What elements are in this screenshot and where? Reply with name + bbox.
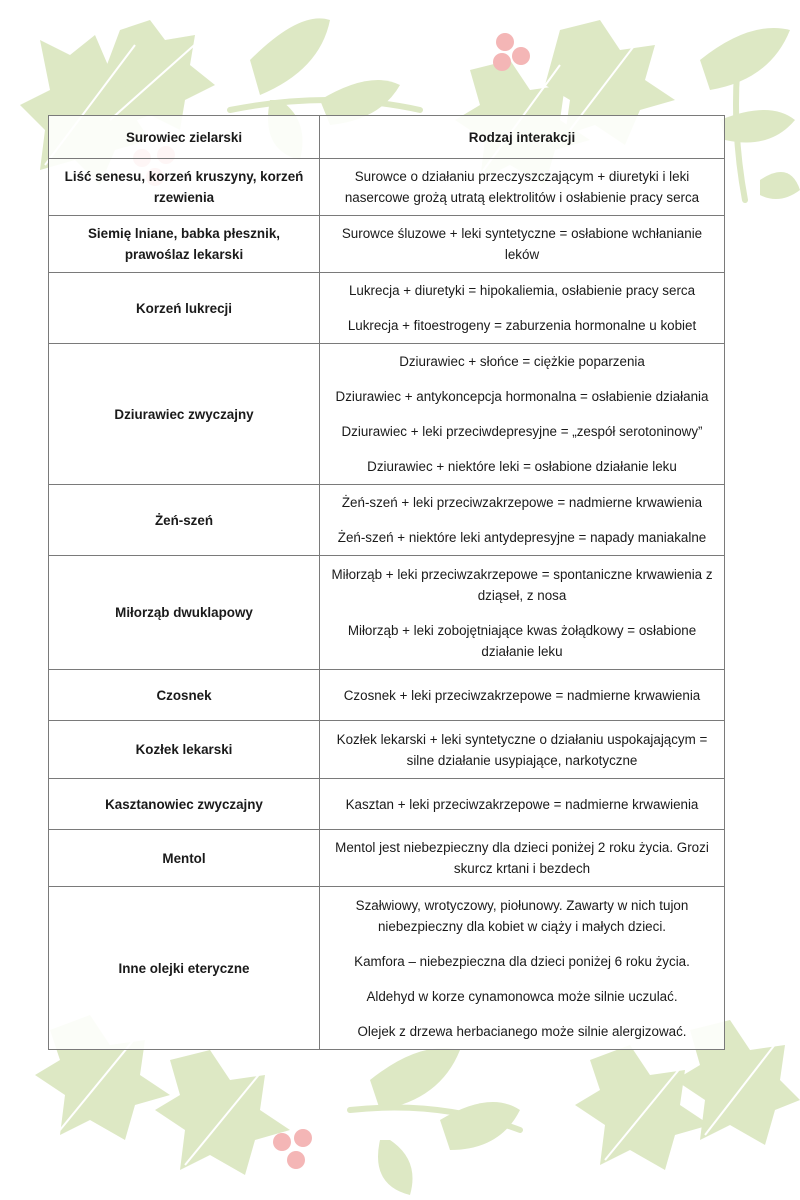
table-row (49, 670, 725, 721)
interaction-text: Żeń-szeń + niektóre leki antydepresyjne = napady maniakalne (337, 530, 707, 545)
herb-cell: Czosnek (49, 670, 320, 721)
holly-leaf (760, 172, 800, 199)
interaction-text: Olejek z drzewa herbacianego może silnie alergizować. (357, 1023, 687, 1039)
table-row (49, 159, 725, 216)
interaction-text: Miłorząb + leki przeciwzakrzepowe = spontaniczne krwawienia z dziąseł, z nosa (331, 566, 713, 603)
interaction-text: Lukrecja + fitoestrogeny = zaburzenia hormonalne u kobiet (347, 318, 697, 333)
holly-leaf (575, 1045, 710, 1170)
interaction-text: Dziurawiec + leki przeciwdepresyjne = „zespół serotoninowy” (341, 424, 703, 439)
interaction-cell (320, 830, 725, 887)
interaction-text: Dziurawiec + słońce = ciężkie poparzenia (399, 354, 645, 369)
interaction-cell (320, 159, 725, 216)
herb-cell: Żeń-szeń (49, 485, 320, 556)
holly-berry (496, 33, 514, 51)
table-row (49, 556, 725, 670)
holly-leaf (370, 1048, 460, 1110)
table-row (49, 273, 725, 344)
table-row (49, 216, 725, 273)
herb-cell: Dziurawiec zwyczajny (49, 344, 320, 485)
interaction-cell (320, 556, 725, 670)
interaction-cell (320, 216, 725, 273)
interaction-text: Czosnek + leki przeciwzakrzepowe = nadmierne krwawienia (343, 687, 701, 703)
interaction-cell (320, 344, 725, 485)
herb-cell: Korzeń lukrecji (49, 273, 320, 344)
interaction-cell (320, 670, 725, 721)
table-row (49, 779, 725, 830)
interaction-text: Szałwiowy, wrotyczowy, piołunowy. Zawarty w nich tujon niebezpieczny dla kobiet w ciąży i małych dzieci. (355, 897, 689, 934)
holly-berry (512, 47, 530, 65)
interaction-text: Dziurawiec + antykoncepcja hormonalna = osłabienie działania (335, 389, 709, 404)
holly-berry (294, 1129, 312, 1147)
interaction-cell (320, 721, 725, 779)
interaction-text: Dziurawiec + niektóre leki = osłabione działanie leku (367, 459, 677, 474)
interaction-text: Żeń-szeń + leki przeciwzakrzepowe = nadmierne krwawienia (341, 495, 703, 510)
interaction-cell (320, 485, 725, 556)
holly-leaf (250, 18, 330, 95)
holly-leaf (700, 28, 790, 90)
table-row (49, 344, 725, 485)
table-header-row (49, 116, 725, 159)
holly-berry (493, 53, 511, 71)
herb-cell: Liść senesu, korzeń kruszyny, korzeń rzewienia (49, 159, 320, 216)
table-row (49, 485, 725, 556)
interaction-cell (320, 779, 725, 830)
interaction-text: Mentol jest niebezpieczny dla dzieci poniżej 2 roku życia. Grozi skurcz krtani i bezdech (335, 840, 709, 876)
holly-leaf (155, 1050, 290, 1175)
holly-berry (287, 1151, 305, 1169)
interaction-cell (320, 887, 725, 1050)
interaction-text: Lukrecja + diuretyki = hipokaliemia, osłabienie pracy serca (348, 283, 696, 298)
herb-cell: Kasztanowiec zwyczajny (49, 779, 320, 830)
interaction-text: Kasztan + leki przeciwzakrzepowe = nadmierne krwawienia (345, 796, 699, 812)
table-row (49, 830, 725, 887)
herb-cell: Inne olejki eteryczne (49, 887, 320, 1050)
holly-leaf (378, 1140, 413, 1195)
header-interaction: Rodzaj interakcji (320, 116, 725, 159)
interaction-text: Miłorząb + leki zobojętniające kwas żołądkowy = osłabione działanie leku (347, 622, 697, 659)
herb-interactions-table (48, 115, 725, 1050)
interactions-sheet (48, 115, 724, 1050)
herb-cell: Mentol (49, 830, 320, 887)
herb-cell: Miłorząb dwuklapowy (49, 556, 320, 670)
interaction-text: Surowce o działaniu przeczyszczającym + diuretyki i leki nasercowe grożą utratą elektrolitów i osłabienie pracy serca (344, 169, 700, 205)
interaction-text: Aldehyd w korze cynamonowca może silnie uczulać. (366, 988, 678, 1004)
interaction-text: Surowce śluzowe + leki syntetyczne = osłabione wchłanianie leków (341, 226, 703, 262)
header-herb: Surowiec zielarski (49, 116, 320, 159)
herb-cell: Siemię lniane, babka płesznik, prawoślaz lekarski (49, 216, 320, 273)
holly-berry (273, 1133, 291, 1151)
herb-cell: Kozłek lekarski (49, 721, 320, 779)
interaction-cell (320, 273, 725, 344)
table-row (49, 721, 725, 779)
table-row (49, 887, 725, 1050)
holly-leaf (720, 110, 795, 143)
interaction-text: Kozłek lekarski + leki syntetyczne o działaniu uspokajającym = silne działanie usypiające, narkotyczne (336, 731, 708, 768)
interaction-text: Kamfora – niebezpieczna dla dzieci poniżej 6 roku życia. (354, 953, 690, 969)
